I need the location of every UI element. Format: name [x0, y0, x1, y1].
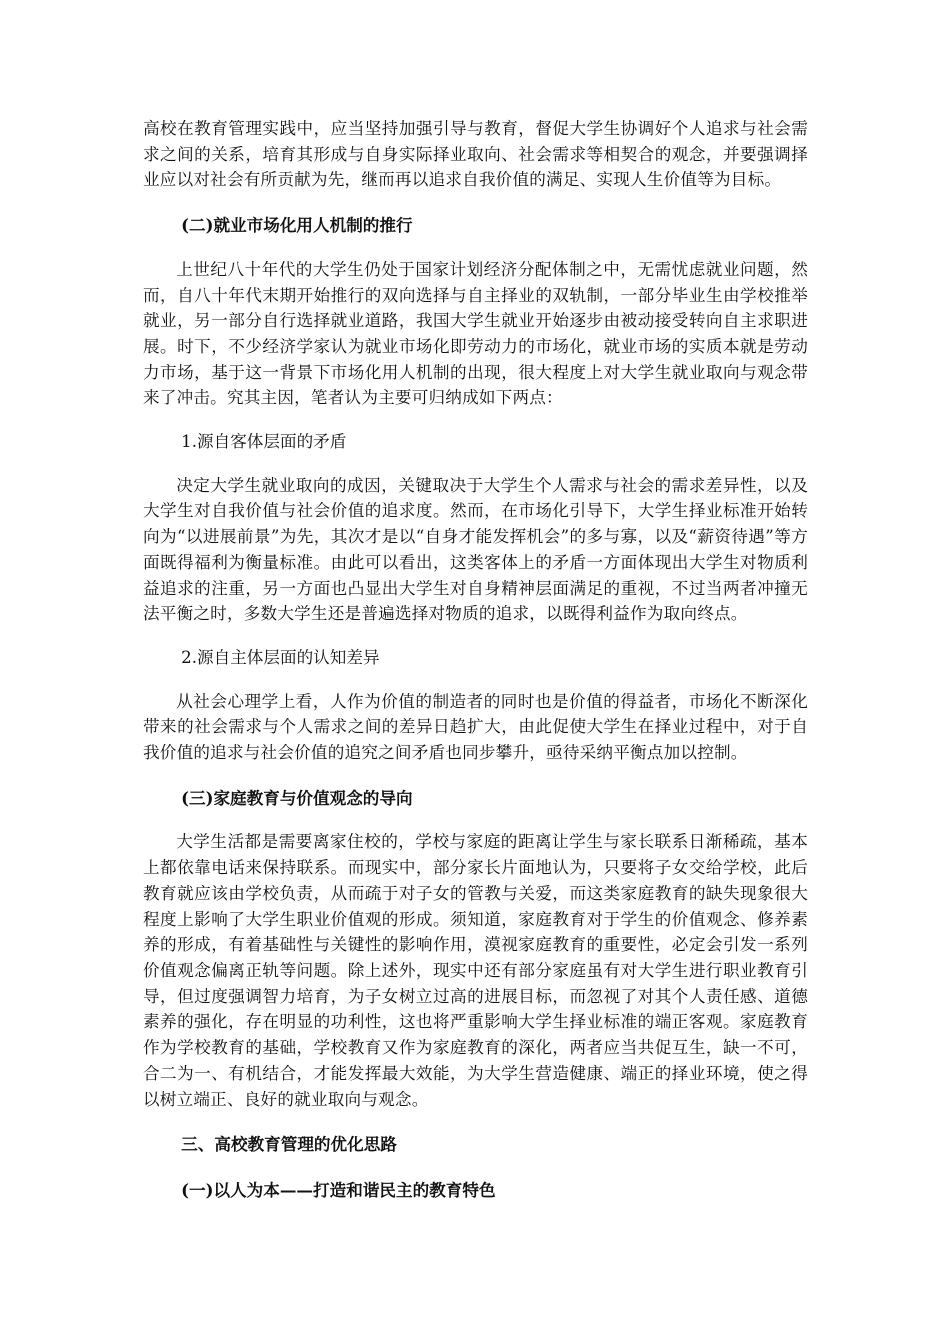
chapter-heading-optimization: 三、高校教育管理的优化思路	[181, 1134, 397, 1155]
subheading-object-contradiction: 1.源自客体层面的矛盾	[181, 432, 347, 452]
section-heading-family-education: (三)家庭教育与价值观念的导向	[181, 787, 413, 808]
subheading-subject-cognition: 2.源自主体层面的认知差异	[181, 647, 380, 667]
section-heading-employment-market: (二)就业市场化用人机制的推行	[181, 215, 413, 236]
paragraph-family-education: 大学生活都是需要离家住校的，学校与家庭的距离让学生与家长联系日渐稀疏，基本上都依靠电话来保持联系。而现实中，部分家长片面地认为，只要将子女交给学校，此后教育就应该由学校负责，从而疏于对子女的管教与关爱，而这类家庭教育的缺失现象很大程度上影响了大学生职业价值观的形成。须知道，家庭教育对于学生的价值观念、修养素养的形成，有着基础性与关键性的影响作用，漠视家庭教育的重要性，必定会引发一系列价值观念偏离正轨等问题。除上述外，现实中还有部分家庭虽有对大学生进行职业教育引导，但过度强调智力培育，为子女树立过高的进展目标，而忽视了对其个人责任感、道德素养的强化，存在明显的功利性，这也将严重影响大学生择业标准的端正客观。家庭教育作为学校教育的基础，学校教育又作为家庭教育的深化，两者应当共促互生，缺一不可，合二为一、有机结合，才能发挥最大效能，为大学生营造健康、端正的择业环境，使之得以树立端正、良好的就业取向与观念。	[143, 832, 808, 1109]
paragraph-subject-cognition: 从社会心理学上看，人作为价值的制造者的同时也是价值的得益者，市场化不断深化带来的社会需求与个人需求之间的差异日趋扩大，由此促使大学生在择业过程中，对于自我价值的追求与社会价值的追究之间矛盾也同步攀升，亟待采纳平衡点加以控制。	[143, 691, 808, 763]
paragraph-employment-market: 上世纪八十年代的大学生仍处于国家计划经济分配体制之中，无需忧虑就业问题，然而，自八十年代末期开始推行的双向选择与自主择业的双轨制，一部分毕业生由学校推举就业，另一部分自行选择就业道路，我国大学生就业开始逐步由被动接受转向自主求职进展。时下，不少经济学家认为就业市场化即劳动力的市场化，就业市场的实质本就是劳动力市场，基于这一背景下市场化用人机制的出现，很大程度上对大学生就业取向与观念带来了冲击。究其主因，笔者认为主要可归纳成如下两点：	[143, 259, 808, 408]
paragraph-intro: 高校在教育管理实践中，应当坚持加强引导与教育，督促大学生协调好个人追求与社会需求之间的关系，培育其形成与自身实际择业取向、社会需求等相契合的观念，并要强调择业应以对社会有所贡献为先，继而再以追求自我价值的满足、实现人生价值等为目标。	[143, 119, 808, 190]
section-heading-people-oriented: (一)以人为本——打造和谐民主的教育特色	[181, 1179, 496, 1200]
paragraph-object-contradiction: 决定大学生就业取向的成因，关键取决于大学生个人需求与社会的需求差异性，以及大学生对自我价值与社会价值的追求度。然而，在市场化引导下，大学生择业标准开始转向为“以进展前景”为先，其次才是以“自身才能发挥机会”的多与寡，以及“薪资待遇”等方面既得福利为衡量标准。由此可以看出，这类客体上的矛盾一方面体现出大学生对物质利益追求的注重，另一方面也凸显出大学生对自身精神层面满足的重视，不过当两者冲撞无法平衡之时，多数大学生还是普遍选择对物质的追求，以既得利益作为取向终点。	[143, 475, 808, 624]
document-body	[143, 116, 808, 1204]
